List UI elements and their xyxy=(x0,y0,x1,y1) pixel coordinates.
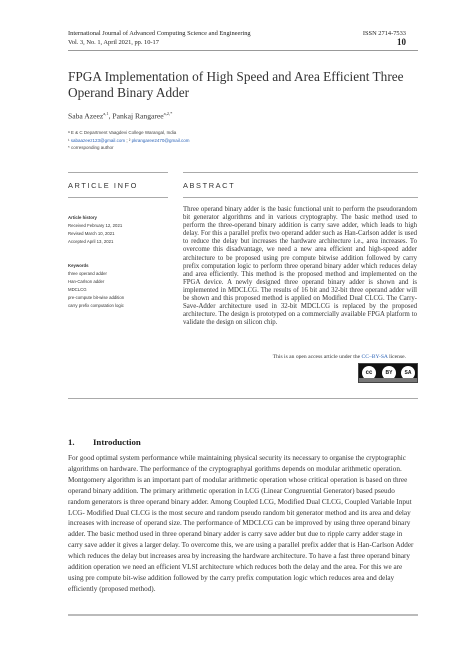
accepted-date: Accepted April 13, 2021 xyxy=(68,239,114,245)
license-prefix: This is an open access article under the xyxy=(272,354,362,360)
license-link[interactable]: CC–BY-SA xyxy=(361,354,388,360)
keyword: Han-Carlson adder xyxy=(68,279,105,285)
journal-header xyxy=(68,29,251,47)
article-info-heading: ARTICLE INFO xyxy=(68,181,138,190)
history-label: Article history xyxy=(68,215,97,220)
email-prefix: ¹ xyxy=(68,137,71,143)
creative-commons-by-sa-icon[interactable] xyxy=(358,363,418,383)
affiliation-line: ᵃ E & C Department Vaagdevi College Warangal, India xyxy=(68,130,177,135)
paper-title: FPGA Implementation of High Speed and Area Efficient Three Operand Binary Adder xyxy=(68,69,404,100)
badge-strip xyxy=(359,378,417,382)
author-1-affil: a,1 xyxy=(103,111,109,116)
section-title: Introduction xyxy=(93,437,141,447)
keyword: MDCLCG xyxy=(68,287,87,293)
introduction-text: For good optimal system performance while maintaining physical security its necessary to organise the cryptographic algorithms on hardware. The performance of the cryptographyal gorithms depends on modular arithmetic operation. Montgomery algorithm is an important part of modular arithmetic operation whose critical operation is based on three operand binary addition. The primary arithmetic operation in LCG (Linear Congruential Generator) based pseudo random generators is three operand binary adder. Among Coupled LCG, Modified Dual CLCG, Coupled Variable Input LCG- Modified Dual CLCG is the most secure and random pseudo random bit generator method and its area and delay increases with increase of operand size. The performance of MDCLCG can be improved by using three operand binary adder. The basic method used in three operand binary adder is carry save adder but due to ripple carry adder stage in carry save adder it gives a larger delay. To overcome this, we are using a parallel prefix adder that is Han-Carlson Adder which reduces the delay but increases area by increasing the hardware architecture. To have a fast three operand binary addition operation we need an efficient VLSI architecture which reduces both the delay and the area. For this we are using pre compute bit-wise addition followed by the carry prefix computation logic which reduces area and delay efficiently (proposed method). xyxy=(68,454,414,593)
keyword: pre-compute bit-wise addition xyxy=(68,295,125,301)
license-line xyxy=(273,354,406,360)
license-suffix: license. xyxy=(387,354,406,360)
journal-volume: Vol. 3, No. 1, April 2021, pp. 10-17 xyxy=(68,39,159,46)
journal-header-right xyxy=(363,29,406,47)
cc-logo-icon: cc xyxy=(362,366,376,380)
email-link-1[interactable]: sabaazeez123@gmail.com xyxy=(70,137,126,143)
abstract-rule-top xyxy=(183,172,418,173)
article-info-rule-top xyxy=(68,172,168,173)
footer-rule xyxy=(68,614,418,616)
email-line xyxy=(68,137,189,145)
revised-date: Revised March 10, 2021 xyxy=(68,231,115,237)
page-number: 10 xyxy=(397,37,406,47)
received-date: Received February 12, 2021 xyxy=(68,223,123,229)
email-separator: ; ² xyxy=(125,137,132,143)
author-separator: , xyxy=(108,111,113,121)
keywords-label: Keywords xyxy=(68,263,89,268)
abstract-text: Three operand binary adder is the basic functional unit to perform the pseudorandom bit generator algorithms and in various cryptography. The basic method used to perform the three-operand binary addition is carry save adder, which leads to high delay. For this a parallel prefix two operand adder such as Han-Carlson adder is used to reduce the delay but increases the hardware architecture i.e., area increases. To overcome this disadvantage, we need a new area efficient and high-speed adder architecture to be proposed using pre compute bitwise addition followed by carry prefix computation logic to perform three operand binary adder which reduces delay and area efficiently. This method is the proposed method and implemented on the FPGA device. A newly designed three operand binary adder is shown and is implemented in MDCLCG. The results of 16 bit and 32-bit three operand adder will be shown and this proposed method is applied on Modified Dual CLCG. The Carry-Save-Adder architecture used in 32-bit MDCLCG is replaced by the proposed architecture. The design is prototyped on a commercially available FPGA platform to validate the design on silicon chip. xyxy=(183,206,417,327)
author-1: Saba Azeez xyxy=(68,111,104,121)
article-history xyxy=(68,214,122,246)
keywords-block xyxy=(68,262,124,311)
share-alike-icon: SA xyxy=(401,366,415,380)
issn: ISSN 2714-7533 xyxy=(362,30,406,37)
keyword: three operand adder xyxy=(68,271,107,277)
header-rule xyxy=(68,50,418,51)
by-attribution-icon: BY xyxy=(382,366,396,380)
affiliations xyxy=(68,129,189,152)
abstract-end-rule xyxy=(68,398,418,399)
email-link-2[interactable]: pkrangaree2470@gmail.com xyxy=(131,137,190,143)
section-number: 1. xyxy=(68,437,75,447)
abstract-heading: ABSTRACT xyxy=(183,181,236,190)
keyword: carry prefix computation logic xyxy=(68,303,124,309)
author-line xyxy=(68,111,172,121)
journal-name: International Journal of Advanced Computing Science and Engineering xyxy=(68,30,251,37)
article-info-rule-bottom xyxy=(68,197,168,198)
author-2: Pankaj Rangaree xyxy=(112,111,164,121)
abstract-rule-bottom xyxy=(183,197,418,198)
section-heading-introduction xyxy=(68,437,141,447)
author-2-affil: a,2,* xyxy=(163,111,173,116)
corresponding-author-note: * corresponding author xyxy=(68,145,114,151)
